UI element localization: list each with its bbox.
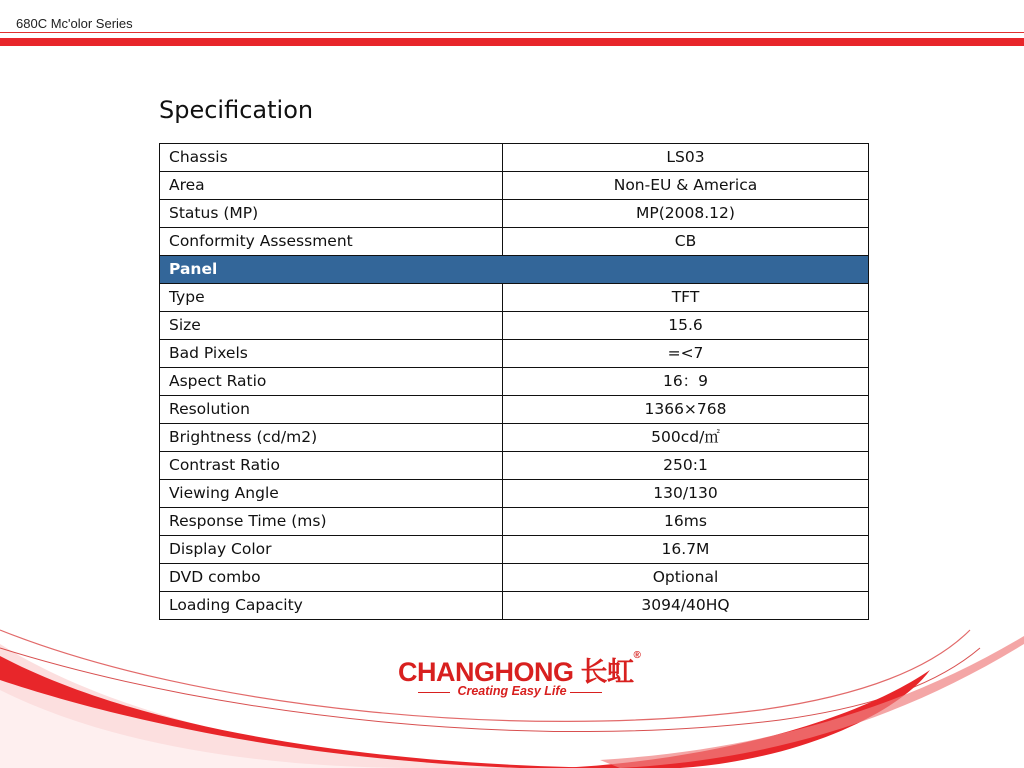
spec-value: 16：9 — [503, 368, 869, 396]
spec-label: Brightness (cd/m2) — [160, 424, 503, 452]
table-row — [160, 424, 869, 452]
table-row — [160, 536, 869, 564]
spec-value: Optional — [503, 564, 869, 592]
table-row — [160, 368, 869, 396]
tagline-rule-right — [570, 692, 602, 693]
table-row — [160, 284, 869, 312]
brand-tagline: Creating Easy Life — [457, 684, 567, 698]
table-row — [160, 144, 869, 172]
spec-label: Chassis — [160, 144, 503, 172]
header-rule-thin — [0, 32, 1024, 33]
table-row — [160, 312, 869, 340]
page-title: Specification — [159, 96, 314, 124]
spec-label: Display Color — [160, 536, 503, 564]
registered-mark: ® — [633, 650, 641, 661]
brand-wordmark: CHANGHONG 长虹 — [398, 657, 634, 687]
spec-value: TFT — [503, 284, 869, 312]
spec-value: 1366×768 — [503, 396, 869, 424]
spec-value: 15.6 — [503, 312, 869, 340]
table-row — [160, 508, 869, 536]
table-row — [160, 480, 869, 508]
table-row — [160, 200, 869, 228]
spec-value: Non-EU & America — [503, 172, 869, 200]
table-row — [160, 452, 869, 480]
table-row — [160, 228, 869, 256]
spec-value: 16.7M — [503, 536, 869, 564]
spec-table — [159, 143, 869, 620]
spec-label: Bad Pixels — [160, 340, 503, 368]
spec-label: DVD combo — [160, 564, 503, 592]
spec-value: 16ms — [503, 508, 869, 536]
table-row — [160, 340, 869, 368]
section-header-row — [160, 256, 869, 284]
spec-label: Resolution — [160, 396, 503, 424]
spec-label: Contrast Ratio — [160, 452, 503, 480]
spec-value: 3094/40HQ — [503, 592, 869, 620]
spec-value: CB — [503, 228, 869, 256]
spec-value: MP(2008.12) — [503, 200, 869, 228]
spec-value: LS03 — [503, 144, 869, 172]
spec-label: Area — [160, 172, 503, 200]
spec-value: =<7 — [503, 340, 869, 368]
spec-label: Viewing Angle — [160, 480, 503, 508]
table-row — [160, 172, 869, 200]
spec-label: Status (MP) — [160, 200, 503, 228]
spec-label: Loading Capacity — [160, 592, 503, 620]
table-row — [160, 564, 869, 592]
changhong-logo — [398, 650, 641, 698]
spec-label: Conformity Assessment — [160, 228, 503, 256]
spec-value: 250:1 — [503, 452, 869, 480]
spec-value: 500cd/㎡ — [503, 424, 869, 452]
spec-value: 130/130 — [503, 480, 869, 508]
header-rule-thick — [0, 38, 1024, 46]
spec-label: Type — [160, 284, 503, 312]
spec-label: Response Time (ms) — [160, 508, 503, 536]
section-header-panel: Panel — [160, 256, 869, 284]
table-row — [160, 396, 869, 424]
spec-label: Size — [160, 312, 503, 340]
spec-label: Aspect Ratio — [160, 368, 503, 396]
series-header: 680C Mc'olor Series — [16, 16, 133, 31]
